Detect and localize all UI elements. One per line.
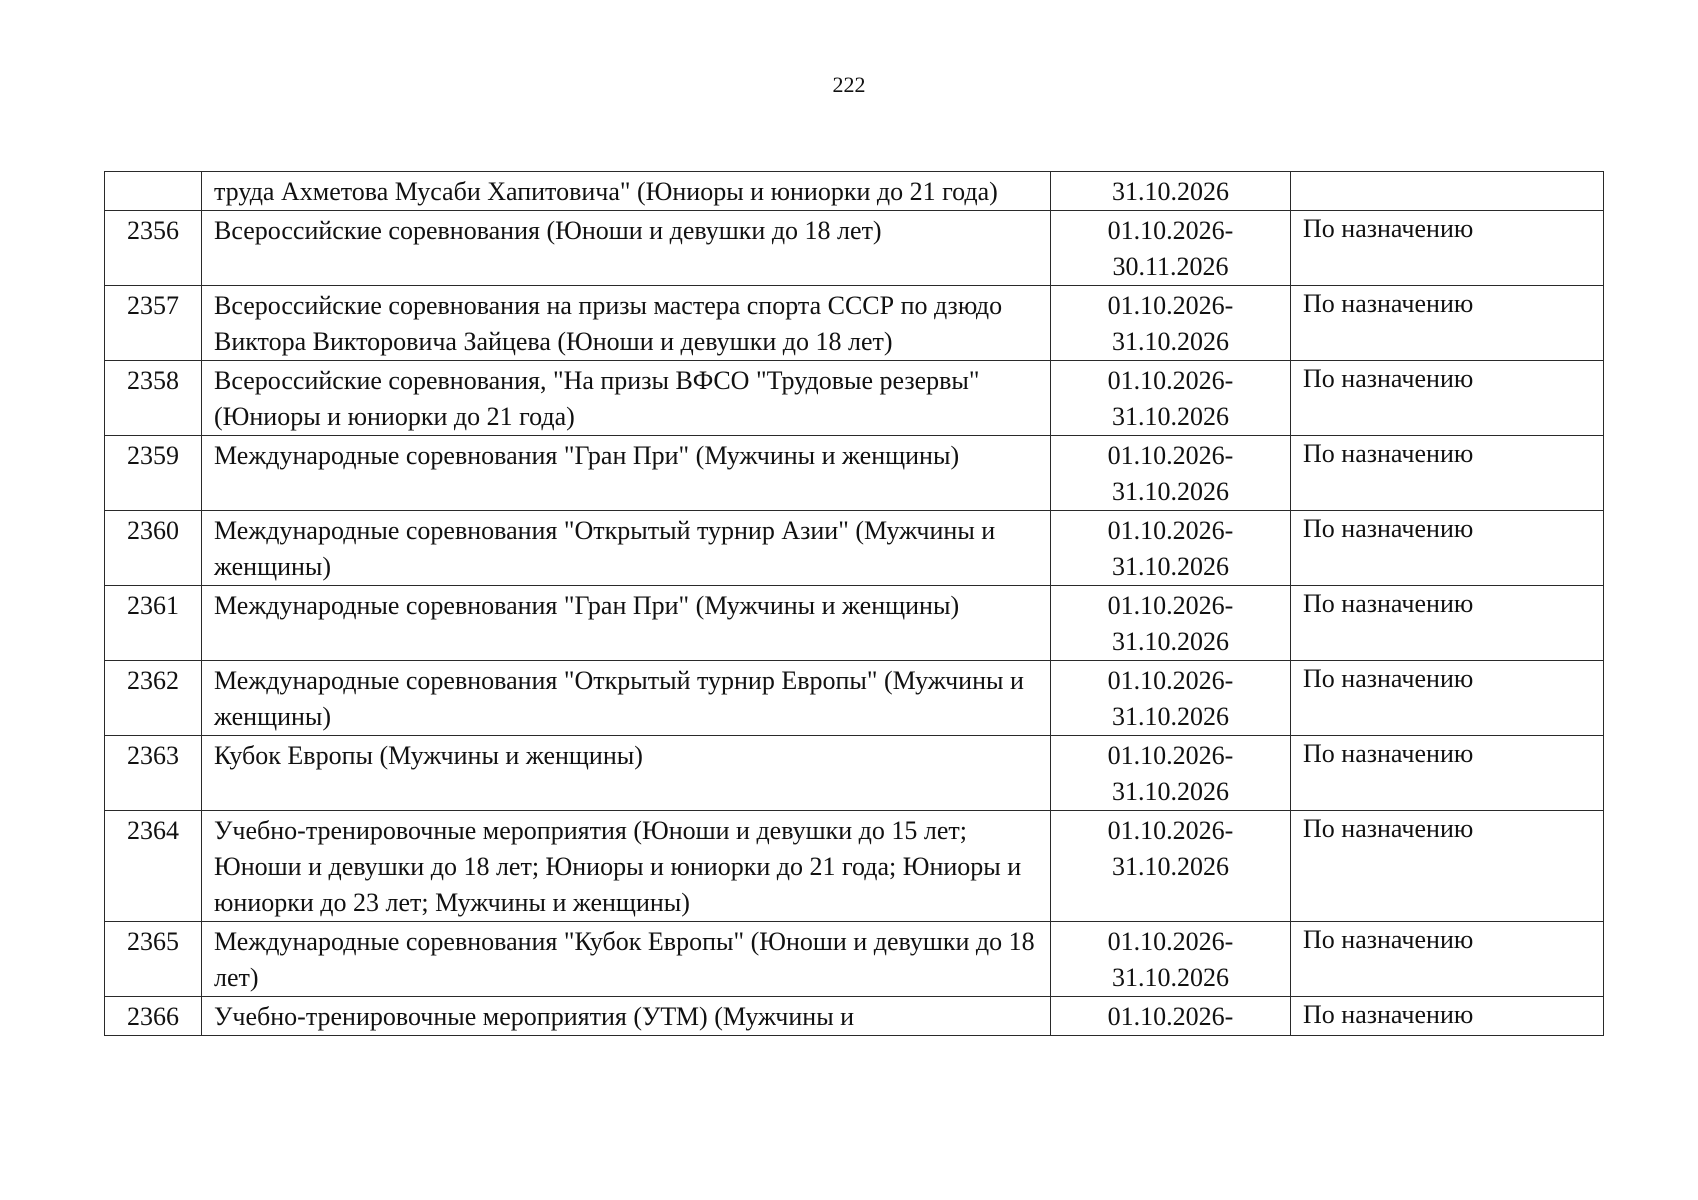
date-start: 31.10.2026 — [1112, 177, 1229, 206]
events-table — [104, 171, 1604, 1036]
event-name: Всероссийские соревнования (Юноши и девушки до 18 лет) — [202, 211, 1051, 286]
table-row — [105, 736, 1604, 811]
date-start: 01.10.2026- — [1107, 816, 1234, 845]
event-name: Всероссийские соревнования на призы мастера спорта СССР по дзюдо Виктора Викторовича Зайцева (Юноши и девушки до 18 лет) — [202, 286, 1051, 361]
event-name: Международные соревнования "Гран При" (Мужчины и женщины) — [202, 586, 1051, 661]
date-end: 30.11.2026 — [1112, 252, 1229, 281]
page-number: 222 — [832, 72, 866, 97]
event-place: По назначению — [1291, 436, 1604, 511]
row-number: 2360 — [105, 511, 202, 586]
event-place: По назначению — [1291, 661, 1604, 736]
event-place: По назначению — [1291, 736, 1604, 811]
date-start: 01.10.2026- — [1107, 1002, 1234, 1031]
event-dates — [1051, 286, 1291, 361]
date-start: 01.10.2026- — [1107, 216, 1234, 245]
event-dates — [1051, 661, 1291, 736]
event-name: Всероссийские соревнования, "На призы ВФСО "Трудовые резервы" (Юниоры и юниорки до 21 года) — [202, 361, 1051, 436]
table-row — [105, 586, 1604, 661]
event-name: Международные соревнования "Открытый турнир Азии" (Мужчины и женщины) — [202, 511, 1051, 586]
event-dates — [1051, 922, 1291, 997]
row-number — [105, 172, 202, 211]
date-start: 01.10.2026- — [1107, 516, 1234, 545]
event-place — [1291, 172, 1604, 211]
row-number: 2359 — [105, 436, 202, 511]
row-number: 2357 — [105, 286, 202, 361]
event-dates — [1051, 211, 1291, 286]
event-dates — [1051, 736, 1291, 811]
event-name: Международные соревнования "Открытый турнир Европы" (Мужчины и женщины) — [202, 661, 1051, 736]
event-name: Учебно-тренировочные мероприятия (УТМ) (Мужчины и — [202, 997, 1051, 1036]
row-number: 2361 — [105, 586, 202, 661]
row-number: 2363 — [105, 736, 202, 811]
table-row — [105, 361, 1604, 436]
table-row — [105, 286, 1604, 361]
event-dates — [1051, 511, 1291, 586]
table-row — [105, 511, 1604, 586]
table-row — [105, 997, 1604, 1036]
event-place: По назначению — [1291, 922, 1604, 997]
event-place: По назначению — [1291, 586, 1604, 661]
event-name: Международные соревнования "Кубок Европы" (Юноши и девушки до 18 лет) — [202, 922, 1051, 997]
event-name: Международные соревнования "Гран При" (Мужчины и женщины) — [202, 436, 1051, 511]
table-row — [105, 172, 1604, 211]
event-dates — [1051, 436, 1291, 511]
event-place: По назначению — [1291, 211, 1604, 286]
date-end: 31.10.2026 — [1112, 477, 1229, 506]
date-end: 31.10.2026 — [1112, 702, 1229, 731]
event-place: По назначению — [1291, 511, 1604, 586]
date-end: 31.10.2026 — [1112, 327, 1229, 356]
event-name: труда Ахметова Мусаби Хапитовича" (Юниоры и юниорки до 21 года) — [202, 172, 1051, 211]
table-row — [105, 211, 1604, 286]
row-number: 2356 — [105, 211, 202, 286]
date-end: 31.10.2026 — [1112, 963, 1229, 992]
row-number: 2364 — [105, 811, 202, 922]
date-start: 01.10.2026- — [1107, 291, 1234, 320]
event-dates — [1051, 361, 1291, 436]
event-place: По назначению — [1291, 997, 1604, 1036]
date-end: 31.10.2026 — [1112, 777, 1229, 806]
event-place: По назначению — [1291, 286, 1604, 361]
date-start: 01.10.2026- — [1107, 741, 1234, 770]
event-place: По назначению — [1291, 361, 1604, 436]
event-name: Кубок Европы (Мужчины и женщины) — [202, 736, 1051, 811]
event-dates — [1051, 811, 1291, 922]
date-start: 01.10.2026- — [1107, 441, 1234, 470]
event-dates — [1051, 997, 1291, 1036]
table-row — [105, 436, 1604, 511]
row-number: 2365 — [105, 922, 202, 997]
date-start: 01.10.2026- — [1107, 366, 1234, 395]
date-end: 31.10.2026 — [1112, 402, 1229, 431]
event-dates — [1051, 172, 1291, 211]
table-row — [105, 811, 1604, 922]
row-number: 2358 — [105, 361, 202, 436]
event-name: Учебно-тренировочные мероприятия (Юноши и девушки до 15 лет; Юноши и девушки до 18 лет; Юниоры и юниорки до 21 года; Юниоры и юниорки до 23 лет; Мужчины и женщины) — [202, 811, 1051, 922]
event-place: По назначению — [1291, 811, 1604, 922]
date-start: 01.10.2026- — [1107, 591, 1234, 620]
events-table-body — [105, 172, 1604, 1036]
table-row — [105, 922, 1604, 997]
row-number: 2366 — [105, 997, 202, 1036]
event-dates — [1051, 586, 1291, 661]
date-start: 01.10.2026- — [1107, 666, 1234, 695]
row-number: 2362 — [105, 661, 202, 736]
date-end: 31.10.2026 — [1112, 552, 1229, 581]
date-end: 31.10.2026 — [1112, 627, 1229, 656]
table-row — [105, 661, 1604, 736]
date-start: 01.10.2026- — [1107, 927, 1234, 956]
date-end: 31.10.2026 — [1112, 852, 1229, 881]
